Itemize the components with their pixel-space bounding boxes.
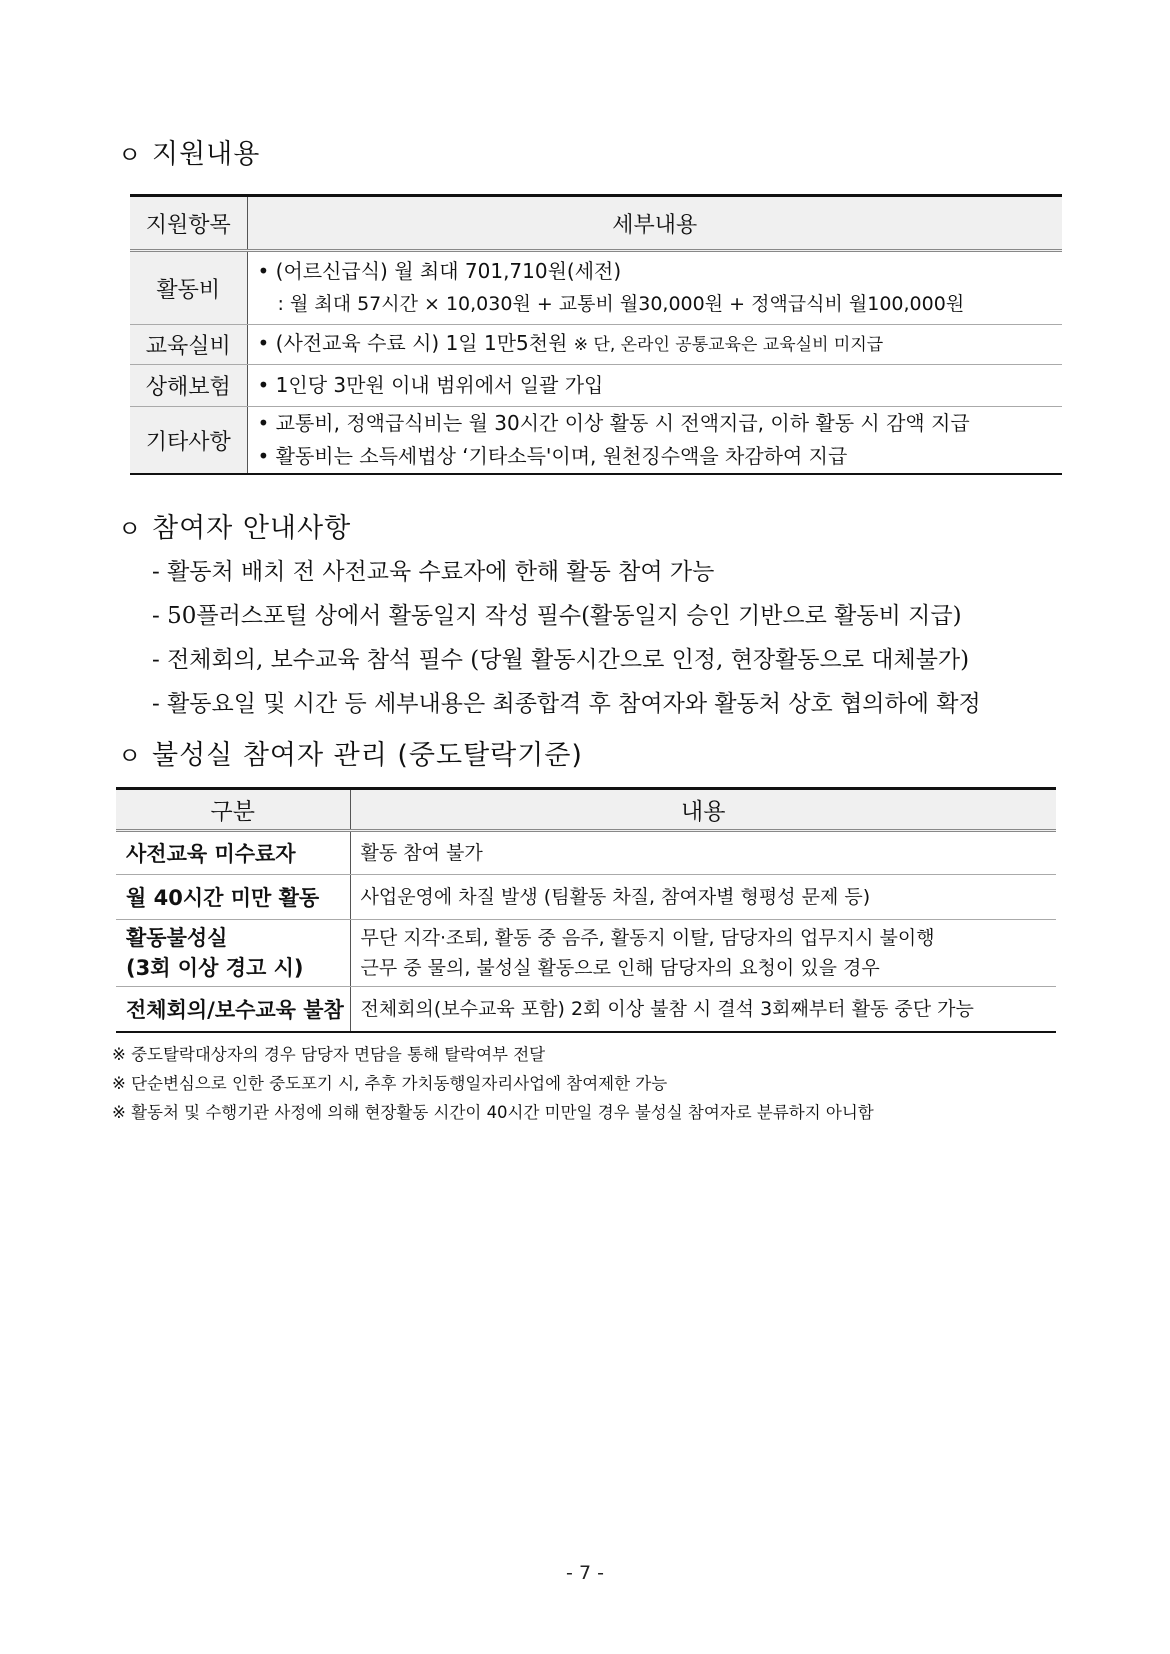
row-body [350,920,1056,987]
circle-bullet-icon: ㅇ [118,742,143,770]
list-item: - 활동처 배치 전 사전교육 수료자에 한해 활동 참여 가능 [152,559,715,585]
row-line: • (어르신급식) 월 최대 701,710원(세전) [257,259,622,283]
header-content: 내용 [350,789,1056,831]
table-row [130,407,1062,475]
header-details: 세부내용 [247,196,1062,251]
table-row [130,365,1062,407]
row-line: 근무 중 물의, 불성실 활동으로 인해 담당자의 요청이 있을 경우 [360,957,880,979]
table-row [116,987,1056,1032]
row-line: • 활동비는 소득세법상 ‘기타소득'이며, 원천징수액을 차감하여 지급 [257,444,848,468]
footnotes [112,1040,874,1127]
row-note: ※ 단, 온라인 공통교육은 교육실비 미지급 [573,335,884,355]
row-line: : 월 최대 57시간 × 10,030원 + 교통비 월30,000원 + 정액급식비 월100,000원 [277,293,965,315]
list-item: - 활동요일 및 시간 등 세부내용은 최종합격 후 참여자와 활동처 상호 협의하에 확정 [152,691,981,717]
section-title-text: 참여자 안내사항 [152,513,352,544]
list-item: - 50플러스포털 상에서 활동일지 작성 필수(활동일지 승인 기반으로 활동비 지급) [152,603,962,629]
row-body [247,325,1062,365]
row-label [116,920,350,987]
circle-bullet-icon: ㅇ [118,141,143,169]
circle-bullet-icon: ㅇ [118,515,143,543]
row-label: 월 40시간 미만 활동 [116,875,350,920]
section-title-text: 불성실 참여자 관리 (중도탈락기준) [152,740,583,771]
section-title-text: 지원내용 [152,139,261,170]
dropout-criteria-table [116,787,1056,1033]
footnote: ※ 중도탈락대상자의 경우 담당자 면담을 통해 탈락여부 전달 [112,1045,546,1064]
section-title-dropout-criteria [118,733,583,772]
row-label: 활동비 [130,251,247,325]
row-body: 활동 참여 불가 [350,831,1056,875]
row-label: 사전교육 미수료자 [116,831,350,875]
page-number: - 7 - [566,1562,604,1584]
row-body [247,407,1062,475]
row-label-line: (3회 이상 경고 시) [126,956,304,980]
row-label: 전체회의/보수교육 불참 [116,987,350,1032]
list-item: - 전체회의, 보수교육 참석 필수 (당월 활동시간으로 인정, 현장활동으로 대체불가) [152,647,970,673]
header-support-item: 지원항목 [130,196,247,251]
section-title-participant-guide [118,506,351,545]
table-row [116,920,1056,987]
table-row [116,875,1056,920]
row-label: 기타사항 [130,407,247,475]
table-row [130,325,1062,365]
table-row [130,251,1062,325]
row-body [247,251,1062,325]
section-title-support [118,132,260,171]
footnote: ※ 단순변심으로 인한 중도포기 시, 추후 가치동행일자리사업에 참여제한 가능 [112,1074,668,1093]
row-body: • 1인당 3만원 이내 범위에서 일괄 가입 [247,365,1062,407]
row-line: • 교통비, 정액급식비는 월 30시간 이상 활동 시 전액지급, 이하 활동 시 감액 지급 [257,411,970,435]
footnote: ※ 활동처 및 수행기관 사정에 의해 현장활동 시간이 40시간 미만일 경우 불성실 참여자로 분류하지 아니함 [112,1103,874,1122]
row-label: 교육실비 [130,325,247,365]
row-label-line: 활동불성실 [126,926,228,950]
guide-list [152,550,981,726]
row-line: • (사전교육 수료 시) 1일 1만5천원 [257,331,568,355]
row-body: 전체회의(보수교육 포함) 2회 이상 불참 시 결석 3회째부터 활동 중단 가능 [360,997,974,1020]
row-line: 무단 지각·조퇴, 활동 중 음주, 활동지 이탈, 담당자의 업무지시 불이행 [360,927,935,949]
header-category: 구분 [116,789,350,831]
row-label: 상해보험 [130,365,247,407]
row-body: 사업운영에 차질 발생 (팀활동 차질, 참여자별 형평성 문제 등) [350,875,1056,920]
table-row [116,831,1056,875]
support-table [130,194,1062,475]
